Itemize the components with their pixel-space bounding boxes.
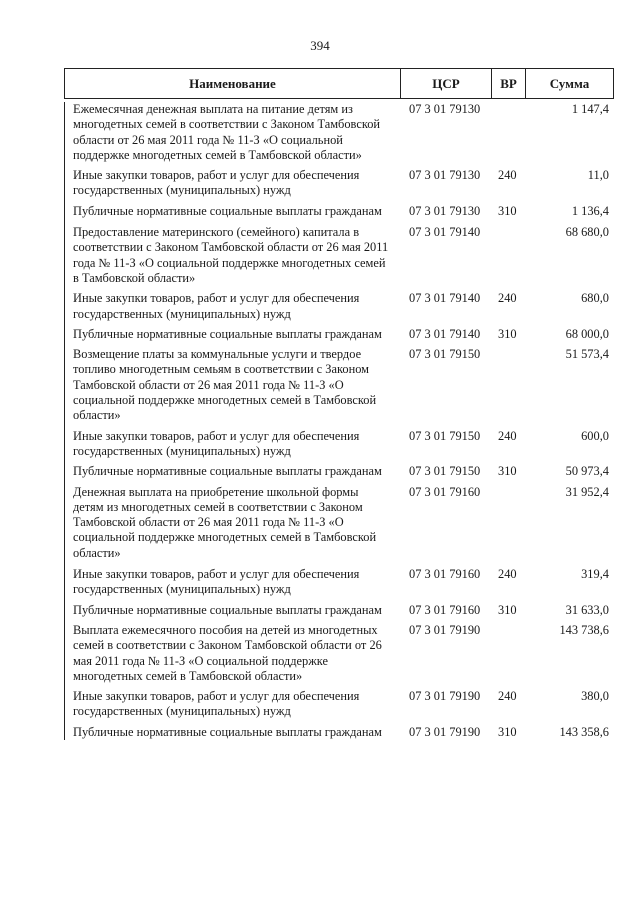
row-csr: 07 3 01 79130 (409, 168, 481, 183)
table-row (65, 327, 614, 342)
table-row (65, 567, 614, 598)
row-name: Публичные нормативные социальные выплаты гражданам (73, 326, 382, 341)
row-name: Иные закупки товаров, работ и услуг для обеспечения государственных (муниципальных) нужд (73, 567, 360, 597)
row-csr: 07 3 01 79160 (409, 567, 481, 582)
table-row (65, 464, 614, 479)
row-sum: 319,4 (581, 567, 609, 582)
table-row (65, 429, 614, 460)
row-name: Публичные нормативные социальные выплаты гражданам (73, 203, 382, 218)
row-csr: 07 3 01 79150 (409, 347, 481, 362)
row-sum: 680,0 (581, 291, 609, 306)
table-row (65, 603, 614, 618)
row-vr: 240 (498, 689, 517, 704)
row-csr: 07 3 01 79190 (409, 622, 481, 637)
row-vr: 240 (498, 291, 517, 306)
row-name: Возмещение платы за коммунальные услуги и твердое топливо многодетным семьям в соответствии с Законом Тамбовской области от 26 мая 2011 года № 11-З «О социальной поддержке многодетных семей в Тамбовской области» (73, 347, 377, 423)
row-csr: 07 3 01 79140 (409, 291, 481, 306)
table-row (65, 485, 614, 561)
table-row (65, 225, 614, 286)
row-sum: 600,0 (581, 428, 609, 443)
row-sum: 50 973,4 (565, 464, 609, 479)
row-csr: 07 3 01 79160 (409, 602, 481, 617)
header-name: Наименование (65, 69, 401, 98)
budget-table (64, 68, 614, 745)
table-row (65, 291, 614, 322)
row-vr: 240 (498, 567, 517, 582)
row-name: Денежная выплата на приобретение школьной формы детям из многодетных семей в соответствии с Законом Тамбовской области от 26 мая 2011 года № 11-З «О социальной поддержке многодетных семей в Тамбовской области» (73, 484, 377, 560)
row-name: Публичные нормативные социальные выплаты гражданам (73, 602, 382, 617)
table-row (65, 168, 614, 199)
row-csr: 07 3 01 79140 (409, 326, 481, 341)
table-header (64, 68, 614, 99)
row-csr: 07 3 01 79150 (409, 428, 481, 443)
row-vr: 310 (498, 602, 517, 617)
row-vr: 310 (498, 724, 517, 739)
row-csr: 07 3 01 79130 (409, 102, 481, 116)
row-sum: 51 573,4 (565, 347, 609, 362)
row-sum: 143 738,6 (559, 622, 609, 637)
row-csr: 07 3 01 79190 (409, 724, 481, 739)
row-sum: 1 136,4 (571, 203, 609, 218)
row-sum: 31 952,4 (565, 484, 609, 499)
row-vr: 310 (498, 326, 517, 341)
header-vr: ВР (492, 69, 526, 98)
row-name: Публичные нормативные социальные выплаты гражданам (73, 724, 382, 739)
row-sum: 1 147,4 (571, 102, 609, 116)
row-vr: 310 (498, 203, 517, 218)
row-name: Иные закупки товаров, работ и услуг для обеспечения государственных (муниципальных) нужд (73, 428, 360, 458)
row-vr (492, 347, 526, 423)
row-sum: 68 680,0 (565, 225, 609, 240)
row-name: Предоставление материнского (семейного) капитала в соответствии с Законом Тамбовской области от 26 мая 2011 года № 11-З «О социальной поддержке многодетных семей в Тамбовской области» (73, 225, 389, 285)
table-body (64, 102, 614, 740)
row-name: Иные закупки товаров, работ и услуг для обеспечения государственных (муниципальных) нужд (73, 168, 360, 198)
row-sum: 31 633,0 (565, 602, 609, 617)
row-name: Ежемесячная денежная выплата на питание детям из многодетных семей в соответствии с Законом Тамбовской области от 26 мая 2011 года № 11-З «О социальной поддержке многодетных семей в Тамбовской области» (73, 102, 381, 162)
row-csr: 07 3 01 79150 (409, 464, 481, 479)
row-vr (492, 102, 526, 163)
row-csr: 07 3 01 79130 (409, 203, 481, 218)
row-sum: 143 358,6 (559, 724, 609, 739)
row-sum: 380,0 (581, 689, 609, 704)
row-vr: 240 (498, 168, 517, 183)
table-row (65, 102, 614, 163)
table-row (65, 204, 614, 219)
row-vr: 240 (498, 428, 517, 443)
row-name: Иные закупки товаров, работ и услуг для обеспечения государственных (муниципальных) нужд (73, 291, 360, 321)
header-sum: Сумма (549, 75, 590, 91)
row-name: Иные закупки товаров, работ и услуг для обеспечения государственных (муниципальных) нужд (73, 689, 360, 719)
row-vr (492, 623, 526, 684)
row-vr (492, 225, 526, 286)
row-csr: 07 3 01 79160 (409, 484, 481, 499)
row-name: Выплата ежемесячного пособия на детей из многодетных семей в соответствии с Законом Тамбовской области от 26 мая 2011 года № 11-З «О социальной поддержке многодетных семей в Тамбовской области» (73, 622, 382, 683)
table-row (65, 725, 614, 740)
row-sum: 68 000,0 (565, 326, 609, 341)
row-csr: 07 3 01 79140 (409, 225, 481, 240)
page-number: 394 (310, 38, 330, 53)
header-csr: ЦСР (401, 69, 492, 98)
row-vr: 310 (498, 464, 517, 479)
row-sum: 11,0 (587, 168, 609, 183)
table-row (65, 689, 614, 720)
table-row (65, 347, 614, 423)
table-row (65, 623, 614, 684)
row-vr (492, 485, 526, 561)
row-csr: 07 3 01 79190 (409, 689, 481, 704)
row-name: Публичные нормативные социальные выплаты гражданам (73, 464, 382, 479)
